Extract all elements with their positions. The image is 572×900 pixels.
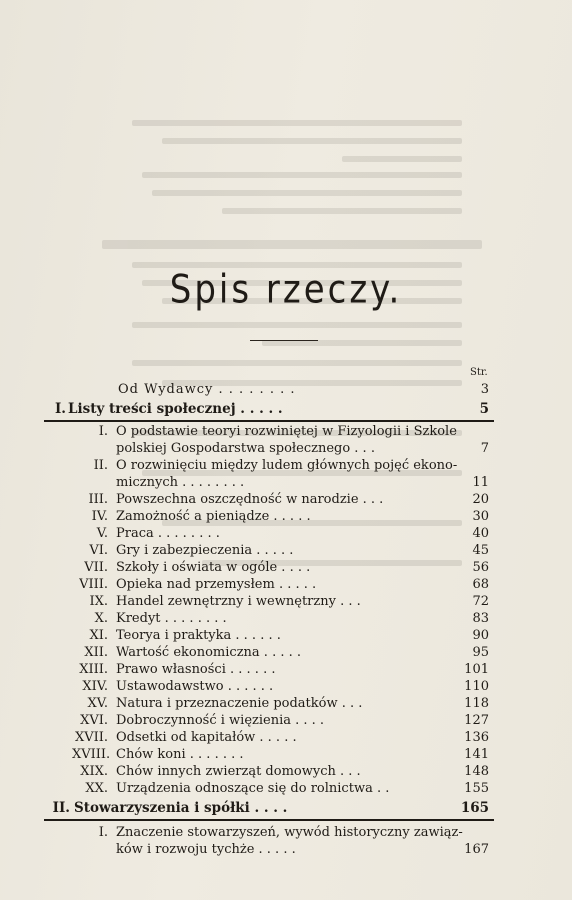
entry-page: 101 xyxy=(464,662,489,677)
entry-title: micznych . . . . . . . . xyxy=(116,475,245,490)
entry-title: Praca . . . . . . . . xyxy=(116,526,220,541)
entry-title: Powszechna oszczędność w narodzie . . . xyxy=(116,492,384,507)
list-item xyxy=(0,474,572,491)
list-item xyxy=(0,423,572,440)
list-item xyxy=(0,678,572,695)
entry-page: 45 xyxy=(472,543,489,558)
entry-page: 83 xyxy=(472,611,489,626)
entry-page: 165 xyxy=(460,800,489,816)
entry-title: Chów koni . . . . . . . xyxy=(116,747,244,762)
list-item xyxy=(0,729,572,746)
list-item xyxy=(0,644,572,661)
entry-page: 167 xyxy=(464,842,489,857)
entry-page: 30 xyxy=(472,509,489,524)
list-item xyxy=(0,610,572,627)
entry-number: V. xyxy=(96,526,108,541)
entry-title: Szkoły i oświata w ogóle . . . . xyxy=(116,560,311,575)
entry-number: XV. xyxy=(87,696,108,711)
entry-number: II. xyxy=(52,800,70,816)
entry-title: Dobroczynność i więzienia . . . . xyxy=(116,713,325,728)
entry-number: XI. xyxy=(89,628,108,643)
entry-title: O rozwinięciu między ludem głównych pojęć ekono- xyxy=(116,458,458,473)
section-rule xyxy=(44,819,494,821)
entry-number: X. xyxy=(94,611,108,626)
list-item xyxy=(0,576,572,593)
list-item xyxy=(0,542,572,559)
entry-page: 72 xyxy=(472,594,489,609)
entry-title: Od Wydawcy . . . . . . . . xyxy=(118,382,296,397)
list-item xyxy=(0,401,572,418)
entry-number: XX. xyxy=(85,781,108,796)
entry-number: XIX. xyxy=(80,764,108,779)
entry-page: 141 xyxy=(464,747,489,762)
entry-number: III. xyxy=(88,492,108,507)
entry-page: 95 xyxy=(472,645,489,660)
list-item xyxy=(0,525,572,542)
section-rule xyxy=(44,420,494,422)
list-item xyxy=(0,746,572,763)
entry-title: Chów innych zwierząt domowych . . . xyxy=(116,764,361,779)
list-item xyxy=(0,800,572,817)
entry-number: VI. xyxy=(89,543,108,558)
list-item xyxy=(0,457,572,474)
entry-title: Handel zewnętrzny i wewnętrzny . . . xyxy=(116,594,361,609)
entry-number: VII. xyxy=(84,560,108,575)
entry-title: Zamożność a pieniądze . . . . . xyxy=(116,509,311,524)
entry-title: ków i rozwoju tychże . . . . . xyxy=(116,842,296,857)
entry-page: 7 xyxy=(480,441,489,456)
entry-title: Urządzenia odnoszące się do rolnictwa . . xyxy=(116,781,390,796)
page-title: Spis rzeczy. xyxy=(169,267,403,313)
entry-title: Kredyt . . . . . . . . xyxy=(116,611,227,626)
entry-title: Natura i przeznaczenie podatków . . . xyxy=(116,696,363,711)
entry-page: 155 xyxy=(464,781,489,796)
entry-title: Odsetki od kapitałów . . . . . xyxy=(116,730,297,745)
entry-page: 110 xyxy=(464,679,489,694)
entry-number: XII. xyxy=(84,645,108,660)
list-item xyxy=(0,627,572,644)
entry-number: VIII. xyxy=(79,577,108,592)
list-item xyxy=(0,508,572,525)
list-item xyxy=(0,695,572,712)
entry-title: Listy treści społecznej . . . . . xyxy=(68,401,283,417)
list-item xyxy=(0,440,572,457)
list-item xyxy=(0,824,572,841)
entry-number: I. xyxy=(98,825,108,840)
entry-page: 90 xyxy=(472,628,489,643)
entry-page: 127 xyxy=(464,713,489,728)
entry-title: Znaczenie stowarzyszeń, wywód historyczny zawiąz- xyxy=(116,825,463,840)
entry-title: Wartość ekonomiczna . . . . . xyxy=(116,645,301,660)
entry-number: I. xyxy=(54,401,66,417)
entry-number: IX. xyxy=(89,594,108,609)
list-item xyxy=(0,780,572,797)
entry-title: Prawo własności . . . . . . xyxy=(116,662,276,677)
list-item xyxy=(0,712,572,729)
entry-page: 68 xyxy=(472,577,489,592)
entry-number: XIII. xyxy=(79,662,108,677)
entry-number: XVII. xyxy=(74,730,108,745)
title-underline xyxy=(250,340,318,341)
entry-title: Ustawodawstwo . . . . . . xyxy=(116,679,274,694)
entry-number: XVIII. xyxy=(72,747,111,762)
list-item xyxy=(0,841,572,858)
entry-number: I. xyxy=(98,424,108,439)
entry-title: Gry i zabezpieczenia . . . . . xyxy=(116,543,294,558)
entry-title: Stowarzyszenia i spółki . . . . xyxy=(74,800,288,816)
list-item xyxy=(0,559,572,576)
list-item xyxy=(0,763,572,780)
entry-number: II. xyxy=(93,458,108,473)
entry-page: 40 xyxy=(472,526,489,541)
entry-title: Opieka nad przemysłem . . . . . xyxy=(116,577,317,592)
entry-page: 148 xyxy=(464,764,489,779)
entry-page: 118 xyxy=(464,696,489,711)
entry-page: 20 xyxy=(472,492,489,507)
page-number-header: Str. xyxy=(470,367,488,378)
entry-page: 11 xyxy=(472,475,489,490)
entry-page: 5 xyxy=(479,401,489,417)
list-item xyxy=(0,661,572,678)
entry-title: polskiej Gospodarstwa społecznego . . . xyxy=(116,441,375,456)
entry-title: Teorya i praktyka . . . . . . xyxy=(116,628,281,643)
entry-title: O podstawie teoryi rozwiniętej w Fizyologii i Szkole xyxy=(116,424,457,439)
entry-number: IV. xyxy=(91,509,108,524)
entry-page: 3 xyxy=(480,382,489,397)
entry-number: XVI. xyxy=(80,713,108,728)
entry-page: 56 xyxy=(472,560,489,575)
list-item xyxy=(0,381,572,398)
list-item xyxy=(0,491,572,508)
entry-page: 136 xyxy=(464,730,489,745)
entry-number: XIV. xyxy=(82,679,108,694)
list-item xyxy=(0,593,572,610)
